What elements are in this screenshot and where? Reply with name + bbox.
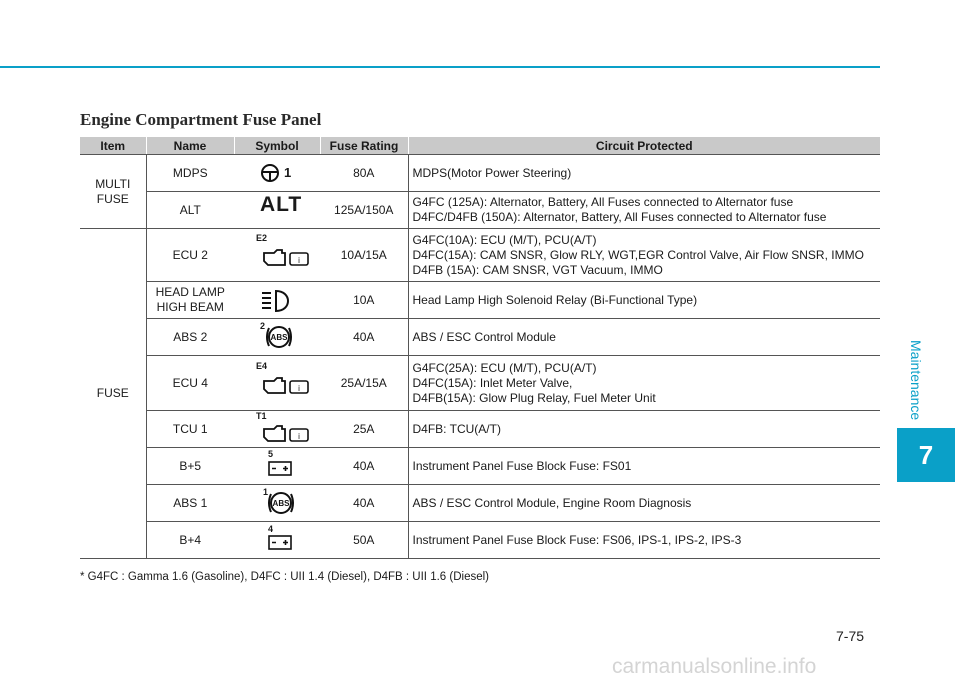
fuse-rating: 80A bbox=[320, 155, 408, 192]
table-header-row bbox=[80, 137, 880, 155]
fuse-name: HEAD LAMP HIGH BEAM bbox=[146, 282, 234, 319]
fuse-rating: 10A/15A bbox=[320, 229, 408, 282]
symbol-label: 4 bbox=[268, 524, 274, 534]
fuse-rating: 10A bbox=[320, 282, 408, 319]
footnote: * G4FC : Gamma 1.6 (Gasoline), D4FC : UII 1.4 (Diesel), D4FB : UII 1.6 (Diesel) bbox=[80, 571, 489, 583]
fuse-symbol bbox=[234, 448, 320, 485]
fuse-table bbox=[80, 137, 880, 559]
fuse-name: MDPS bbox=[146, 155, 234, 192]
circuit-protected: Instrument Panel Fuse Block Fuse: FS01 bbox=[408, 448, 880, 485]
fuse-symbol bbox=[234, 155, 320, 192]
fuse-name: ECU 2 bbox=[146, 229, 234, 282]
chapter-number: 7 bbox=[918, 440, 934, 470]
circuit-protected: MDPS(Motor Power Steering) bbox=[408, 155, 880, 192]
svg-text:i: i bbox=[298, 384, 300, 393]
fuse-rating: 25A bbox=[320, 411, 408, 448]
fuse-rating: 40A bbox=[320, 448, 408, 485]
table-row bbox=[80, 229, 880, 282]
fuse-rating: 125A/150A bbox=[320, 192, 408, 229]
header-circuit: Circuit Protected bbox=[408, 137, 880, 155]
svg-text:i: i bbox=[298, 256, 300, 265]
battery-icon bbox=[268, 533, 308, 555]
header-symbol: Symbol bbox=[234, 137, 320, 155]
table-row bbox=[80, 192, 880, 229]
engine-ecu-icon bbox=[260, 423, 312, 445]
table-row bbox=[80, 155, 880, 192]
svg-text:ABS: ABS bbox=[272, 499, 290, 508]
symbol-label: 1 bbox=[263, 487, 269, 497]
fuse-rating: 25A/15A bbox=[320, 356, 408, 411]
circuit-protected: Instrument Panel Fuse Block Fuse: FS06, IPS-1, IPS-2, IPS-3 bbox=[408, 522, 880, 559]
fuse-name: ALT bbox=[146, 192, 234, 229]
fuse-name: ABS 2 bbox=[146, 319, 234, 356]
item-multi-fuse: MULTI FUSE bbox=[80, 155, 146, 229]
svg-text:i: i bbox=[298, 432, 300, 441]
battery-icon bbox=[268, 459, 308, 481]
table-row bbox=[80, 485, 880, 522]
fuse-symbol bbox=[234, 411, 320, 448]
top-rule bbox=[0, 66, 880, 68]
table-row bbox=[80, 411, 880, 448]
fuse-name: ECU 4 bbox=[146, 356, 234, 411]
fuse-rating: 40A bbox=[320, 485, 408, 522]
circuit-protected: Head Lamp High Solenoid Relay (Bi-Functional Type) bbox=[408, 282, 880, 319]
fuse-symbol bbox=[234, 192, 320, 229]
high-beam-icon bbox=[260, 288, 300, 314]
header-rating: Fuse Rating bbox=[320, 137, 408, 155]
fuse-symbol bbox=[234, 522, 320, 559]
fuse-symbol bbox=[234, 485, 320, 522]
symbol-label: E2 bbox=[256, 233, 268, 243]
steering-wheel-icon bbox=[260, 161, 300, 185]
fuse-symbol bbox=[234, 282, 320, 319]
watermark: carmanualsonline.info bbox=[612, 655, 817, 678]
fuse-rating: 40A bbox=[320, 319, 408, 356]
symbol-label: 1 bbox=[284, 165, 292, 180]
fuse-name: B+5 bbox=[146, 448, 234, 485]
table-row bbox=[80, 356, 880, 411]
page-number: 7-75 bbox=[836, 628, 865, 644]
engine-ecu-icon bbox=[260, 375, 312, 397]
header-item: Item bbox=[80, 137, 146, 155]
fuse-symbol bbox=[234, 229, 320, 282]
fuse-name: ABS 1 bbox=[146, 485, 234, 522]
abs-icon bbox=[266, 488, 306, 518]
fuse-symbol bbox=[234, 319, 320, 356]
item-fuse: FUSE bbox=[80, 229, 146, 559]
fuse-name: TCU 1 bbox=[146, 411, 234, 448]
table-row bbox=[80, 282, 880, 319]
circuit-protected: G4FC(10A): ECU (M/T), PCU(A/T) D4FC(15A): CAM SNSR, Glow RLY, WGT,EGR Control Valve, Air Flow SNSR, IMMO D4FB (15A): CAM SNSR, VGT Vacuum, IMMO bbox=[408, 229, 880, 282]
chapter-label-text: Maintenance bbox=[908, 340, 924, 421]
circuit-protected: G4FC (125A): Alternator, Battery, All Fuses connected to Alternator fuse D4FC/D4FB (150A): Alternator, Battery, All Fuses connected to Alternator fuse bbox=[408, 192, 880, 229]
svg-text:ABS: ABS bbox=[270, 333, 288, 342]
fuse-name: B+4 bbox=[146, 522, 234, 559]
fuse-symbol bbox=[234, 356, 320, 411]
fuse-rating: 50A bbox=[320, 522, 408, 559]
engine-ecu-icon bbox=[260, 247, 312, 269]
header-name: Name bbox=[146, 137, 234, 155]
circuit-protected: ABS / ESC Control Module, Engine Room Diagnosis bbox=[408, 485, 880, 522]
symbol-label: E4 bbox=[256, 361, 268, 371]
circuit-protected: D4FB: TCU(A/T) bbox=[408, 411, 880, 448]
chapter-label bbox=[906, 340, 926, 425]
circuit-protected: ABS / ESC Control Module bbox=[408, 319, 880, 356]
abs-icon bbox=[264, 322, 304, 352]
symbol-label: 2 bbox=[260, 321, 266, 331]
table-row bbox=[80, 319, 880, 356]
table-row bbox=[80, 448, 880, 485]
symbol-label: 5 bbox=[268, 449, 274, 459]
symbol-label: T1 bbox=[256, 411, 267, 421]
alt-text-icon: ALT bbox=[260, 193, 303, 216]
section-title: Engine Compartment Fuse Panel bbox=[80, 110, 322, 129]
circuit-protected: G4FC(25A): ECU (M/T), PCU(A/T) D4FC(15A): Inlet Meter Valve, D4FB(15A): Glow Plug Relay, Fuel Meter Unit bbox=[408, 356, 880, 411]
chapter-tab bbox=[897, 428, 955, 482]
table-row bbox=[80, 522, 880, 559]
